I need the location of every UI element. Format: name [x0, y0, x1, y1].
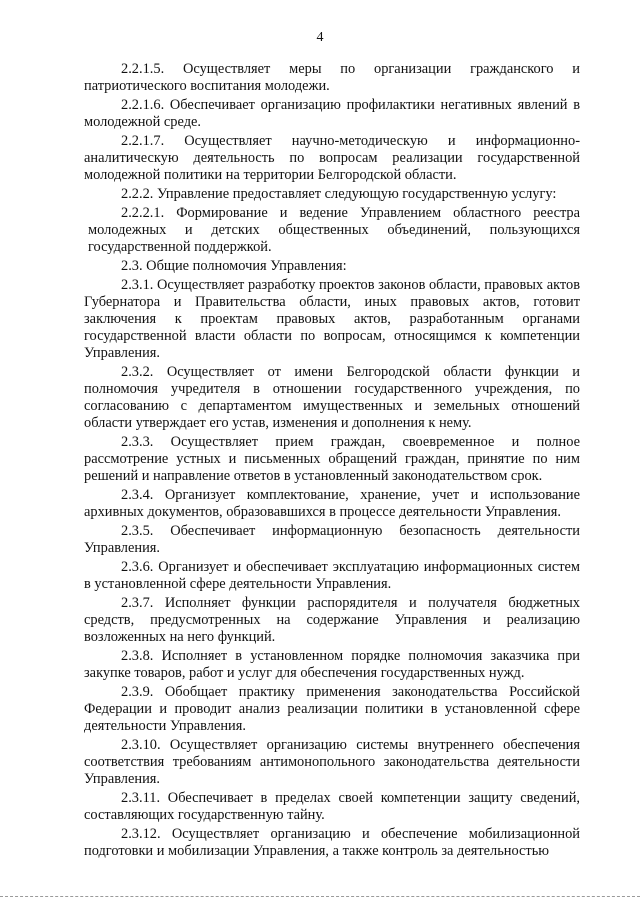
document-body: [84, 61, 580, 862]
paragraph-2-3-11: 2.3.11. Обеспечивает в пределах своей компетенции защиту сведений, составляющих государственную тайну.: [84, 790, 580, 823]
paragraph-2-2-1-7: 2.2.1.7. Осуществляет научно-методическую и информационно-аналитическую деятельность по вопросам реализации государственной молодежной политики на территории Белгородской области.: [84, 133, 580, 183]
paragraph-2-3-2: 2.3.2. Осуществляет от имени Белгородской области функции и полномочия учредителя в отношении государственного учреждения, по согласованию с департаментом имущественных и земельных отношений области утверждает его устав, изменения и дополнения к нему.: [84, 364, 580, 431]
paragraph-2-2-1-5: 2.2.1.5. Осуществляет меры по организации гражданского и патриотического воспитания молодежи.: [84, 61, 580, 94]
paragraph-2-3-12: 2.3.12. Осуществляет организацию и обеспечение мобилизационной подготовки и мобилизации Управления, а также контроль за деятельностью: [84, 826, 580, 859]
paragraph-2-2-1-6: 2.2.1.6. Обеспечивает организацию профилактики негативных явлений в молодежной среде.: [84, 97, 580, 130]
paragraph-2-2-2: 2.2.2. Управление предоставляет следующую государственную услугу:: [121, 186, 557, 202]
paragraph-2-3-4: 2.3.4. Организует комплектование, хранение, учет и использование архивных документов, образовавшихся в процессе деятельности Управления.: [84, 487, 580, 520]
scan-footer-divider: [0, 896, 640, 897]
paragraph-2-3-1: 2.3.1. Осуществляет разработку проектов законов области, правовых актов Губернатора и Правительства области, иных правовых актов, готовит заключения к проектам правовых актов, разработанным органами государственной власти области по вопросам, относящимся к компетенции Управления.: [84, 277, 580, 361]
paragraph-2-3-9: 2.3.9. Обобщает практику применения законодательства Российской Федерации и проводит анализ реализации политики в установленной сфере деятельности Управления.: [84, 684, 580, 734]
paragraph-2-3-8: 2.3.8. Исполняет в установленном порядке полномочия заказчика при закупке товаров, работ и услуг для обеспечения государственных нужд.: [84, 648, 580, 681]
page-number: 4: [316, 30, 324, 45]
paragraph-2-3-7: 2.3.7. Исполняет функции распорядителя и получателя бюджетных средств, предусмотренных на содержание Управления и реализацию возложенных на него функций.: [84, 595, 580, 645]
paragraph-2-3-5: 2.3.5. Обеспечивает информационную безопасность деятельности Управления.: [84, 523, 580, 556]
paragraph-2-3-6: 2.3.6. Организует и обеспечивает эксплуатацию информационных систем в установленной сфере деятельности Управления.: [84, 559, 580, 592]
paragraph-2-2-2-1: 2.2.2.1. Формирование и ведение Управлением областного реестра молодежных и детских общественных объединений, пользующихся государственной поддержкой.: [88, 205, 580, 255]
paragraph-2-3-10: 2.3.10. Осуществляет организацию системы внутреннего обеспечения соответствия требованиям антимонопольного законодательства деятельности Управления.: [84, 737, 580, 787]
paragraph-2-3-3: 2.3.3. Осуществляет прием граждан, своевременное и полное рассмотрение устных и письменных обращений граждан, принятие по ним решений и направление ответов в установленный законодательством срок.: [84, 434, 580, 484]
paragraph-2-3: 2.3. Общие полномочия Управления:: [121, 258, 347, 274]
